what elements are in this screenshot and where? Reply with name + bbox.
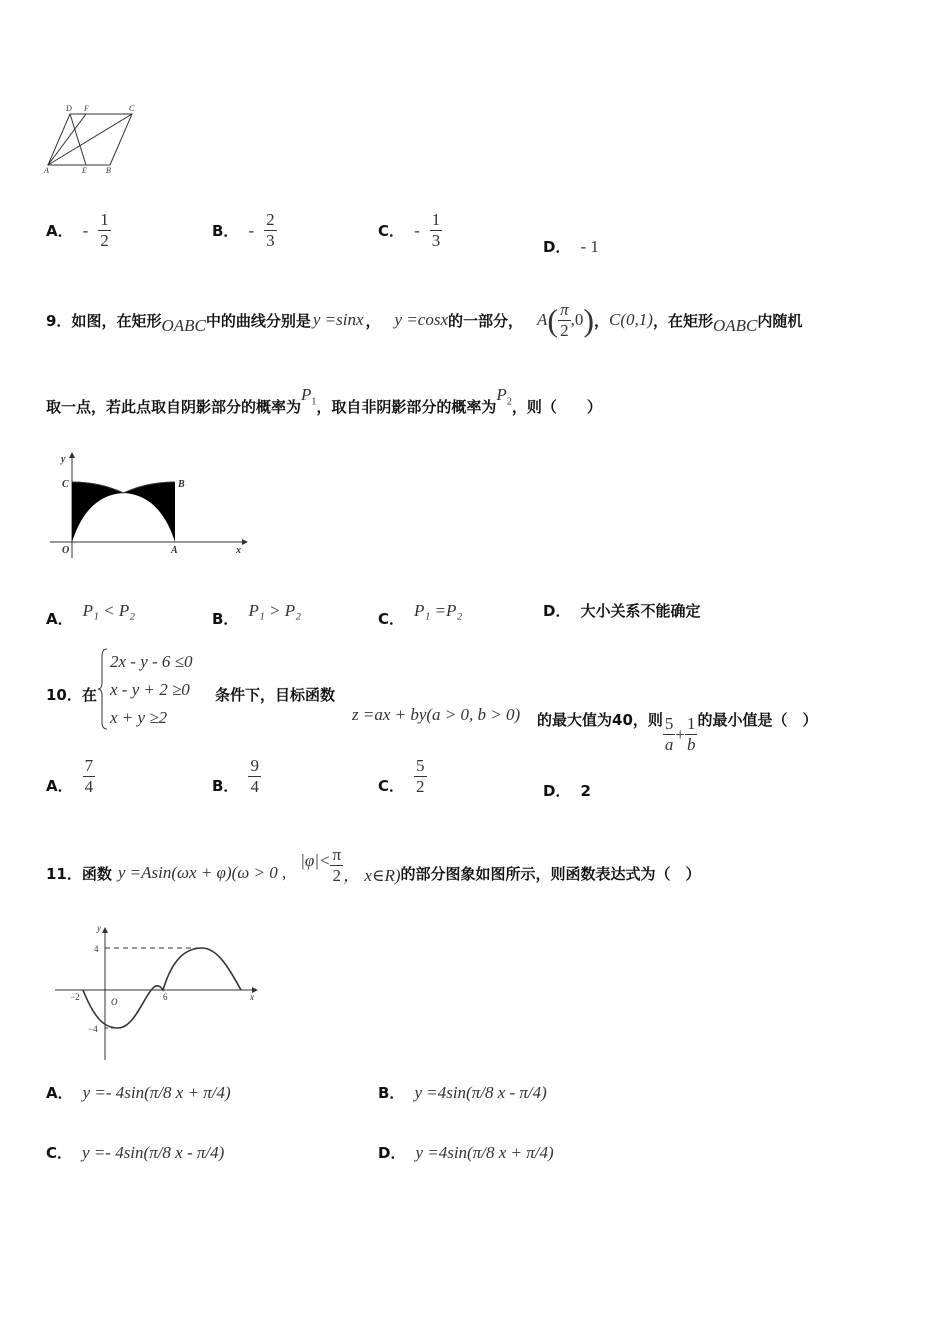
q8-parallelogram-figure (40, 100, 150, 175)
q8-label-c: C (129, 104, 135, 113)
q11-option-d[interactable]: D． y =4sin(π/8 x + π/4) (378, 1142, 554, 1162)
q11-label-4: 4 (94, 944, 99, 954)
q9-shaded-figure (50, 450, 250, 560)
q10-objective: z =ax + by(a > 0, b > 0) (352, 705, 521, 724)
q9-option-a[interactable]: A． P₁ < P₂ (46, 600, 136, 628)
q11-label-neg2: −2 (70, 992, 80, 1002)
q10-stem-text: 条件下，目标函数 (215, 686, 336, 704)
q11-label-x: x (250, 992, 254, 1002)
q9-label-y: y (61, 454, 66, 465)
q8-label-d: D (66, 104, 72, 113)
q10-option-d[interactable]: D． 2 (543, 781, 591, 800)
q11-label-y: y (97, 923, 101, 933)
q8-option-c[interactable]: C． - $\frac{1}{3}$ (378, 210, 441, 250)
q10-constraints: 2x - y - 6 ≤0 x - y + 2 ≥0 x + y ≥2 (110, 652, 193, 727)
q9-label-x: x (236, 545, 241, 556)
q9-option-d[interactable]: D． 大小关系不能确定 (543, 602, 701, 620)
q8-label-f: F (84, 104, 89, 113)
q10-number: 10．在 (46, 686, 97, 704)
q9-stem-line1: 9． 如图，在矩形 OABC 中的曲线分别是 y =sinx ， y =cosx 的一部分， A ( $\frac{\pi}{2}$ ,0 ) ， C(0,1) ，在矩形 OABC 内随机 (46, 299, 803, 340)
q11-stem: 11．函数 y =Asin(ωx + φ)(ω > 0 , |φ|< $\frac{\pi}{2}$ ， x∈R) 的部分图象如图所示，则函数表达式为（ ） (46, 844, 701, 885)
q8-option-a[interactable]: A． - $\frac{1}{2}$ (46, 210, 109, 250)
q11-label-neg4: −4 (88, 1024, 98, 1034)
q10-option-c[interactable]: C． $\frac{5}{2}$ (378, 756, 425, 796)
q8-label-e: E (82, 166, 87, 175)
q8-option-d[interactable]: D． - 1 (543, 236, 599, 256)
q11-label-6: 6 (163, 992, 168, 1002)
q8-label-b: B (106, 166, 111, 175)
q10-brace (98, 648, 108, 730)
q10-option-a[interactable]: A． $\frac{7}{4}$ (46, 756, 94, 796)
q9-label-a: A (171, 545, 178, 556)
q9-option-c[interactable]: C． P₁ =P₂ (378, 600, 463, 628)
q11-sine-graph (50, 920, 265, 1065)
q8-option-b[interactable]: B． - $\frac{2}{3}$ (212, 210, 275, 250)
q11-option-c[interactable]: C． y =- 4sin(π/8 x - π/4) (46, 1142, 225, 1162)
q9-label-o: O (62, 545, 70, 556)
q9-label-c: C (62, 479, 69, 490)
q11-option-a[interactable]: A． y =- 4sin(π/8 x + π/4) (46, 1082, 231, 1102)
q11-label-o: O (111, 997, 118, 1007)
q9-stem-line2: 取一点，若此点取自阴影部分的概率为 $P_1$ ，取自非阴影部分的概率为 $P_2$ ，则（ ） (46, 385, 602, 416)
q9-option-b[interactable]: B． P₁ > P₂ (212, 600, 301, 628)
q10-stem-tail: 的最大值为40，则 $\frac{5}{a}$ + $\frac{1}{b}$ 的最小值是（ ） (537, 711, 818, 754)
q8-label-a: A (44, 166, 49, 175)
q9-label-b: B (178, 479, 185, 490)
q11-option-b[interactable]: B． y =4sin(π/8 x - π/4) (378, 1082, 547, 1102)
q10-option-b[interactable]: B． $\frac{9}{4}$ (212, 756, 259, 796)
